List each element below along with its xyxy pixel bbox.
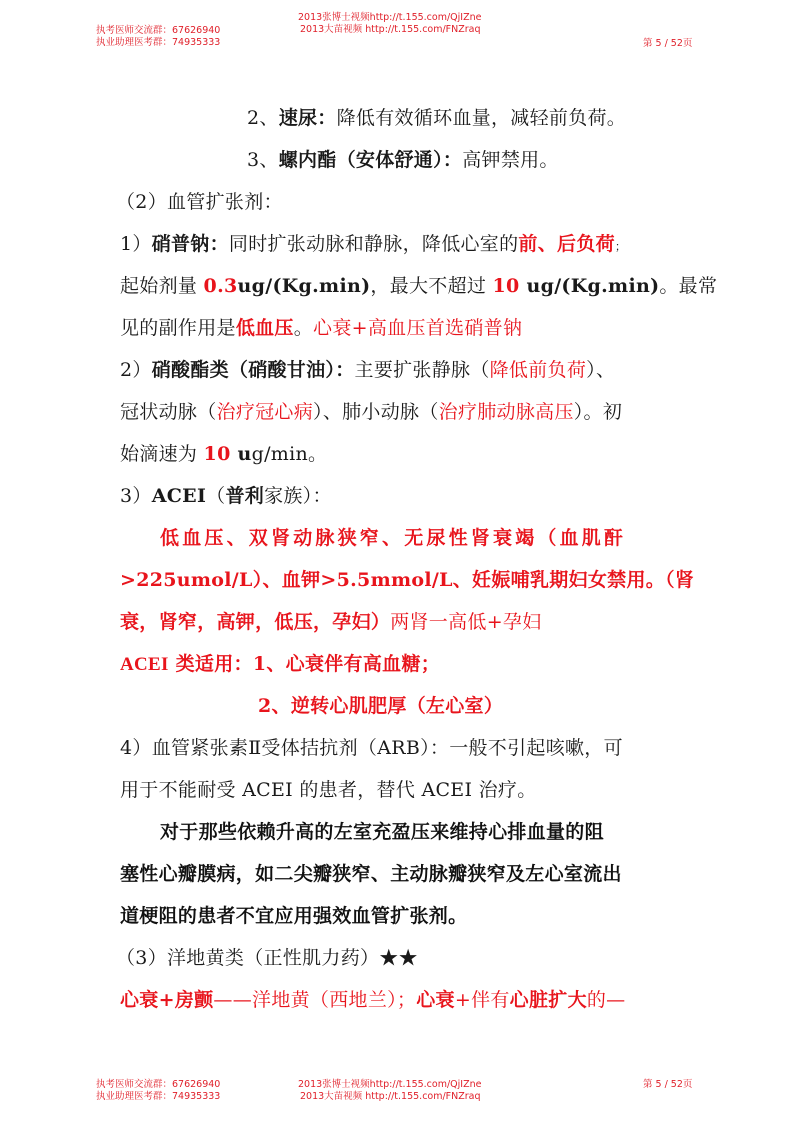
line-caution [160, 820, 604, 844]
highlight: 低血压 [235, 317, 294, 339]
text: 。最常 [659, 275, 718, 297]
dose-unit: ug/(Kg.min) [519, 275, 660, 297]
drug-name: ACEI [120, 654, 169, 675]
drug-name: 普利 [225, 485, 265, 507]
line-nitrates-targets [120, 400, 622, 424]
highlight: 治疗冠心病 [216, 401, 314, 423]
highlight: 治疗肺动脉高压 [438, 401, 574, 423]
footer-group2: 执业助理医考群：74935333 [96, 1091, 221, 1102]
text: 见的副作用是 [120, 317, 236, 339]
mnemonic: 衰，肾窄，高钾，低压，孕妇） [120, 611, 391, 633]
text: 对于那些依赖升高的左室充盈压来维持心排血量的阻 [160, 821, 604, 843]
star-icon: ★★ [379, 947, 418, 969]
drug-name: ACEI [151, 485, 207, 507]
section-heading: （2）血管扩张剂： [116, 191, 283, 213]
section-digitalis [116, 946, 418, 970]
dose-value: 0.3 [203, 275, 238, 297]
text: ，最大不超过 [370, 275, 493, 297]
text: 降低有效循环血量，减轻前负荷。 [336, 107, 627, 129]
text: 冠状动脉（ [120, 401, 217, 423]
text: 2、 [247, 107, 279, 129]
text: （ [206, 485, 226, 507]
line-nitroprusside [120, 232, 626, 259]
text: 起始剂量 [120, 275, 204, 297]
line-arb [120, 736, 623, 760]
dose-value: 10 [492, 275, 520, 297]
header-video-link-1[interactable]: 2013张博士视频http://t.155.com/QjIZne [298, 12, 482, 23]
footer-group1: 执考医师交流群：67626940 [96, 1079, 221, 1090]
line-acei-indications-2 [258, 694, 503, 718]
text: 3） [120, 485, 152, 507]
text: ）。初 [573, 401, 623, 423]
drug-name: 硝酸酯类（硝酸甘油）： [151, 359, 355, 381]
drug-name: 螺内酯（安体舒通）： [278, 149, 463, 171]
highlight: 心衰+高血压首选硝普钠 [313, 317, 523, 339]
text: 2） [120, 359, 152, 381]
footer-page-number: 第 5 / 52页 [643, 1079, 693, 1090]
header-group2: 执业助理医考群：74935333 [96, 37, 221, 48]
text: 高钾禁用。 [462, 149, 559, 171]
header-page-number: 第 5 / 52页 [643, 38, 693, 49]
text: 3、 [247, 149, 279, 171]
text: 塞性心瓣膜病，如二尖瓣狭窄、主动脉瓣狭窄及左心室流出 [120, 863, 622, 885]
dose-unit: ug/(Kg.min) [237, 275, 371, 297]
text: 用于不能耐受 ACEI 的患者，替代 ACEI 治疗。 [120, 779, 537, 801]
line-nitroprusside-side-effect [120, 316, 522, 340]
text: 同时扩张动脉和静脉，降低心室的 [228, 233, 519, 255]
text: 低血压、双肾动脉狭窄、无尿性肾衰竭（血肌酐 [160, 527, 627, 549]
line-digitalis [120, 988, 625, 1012]
section-heading: （3）洋地黄类（正性肌力药） [116, 947, 380, 969]
footer-video-link-1[interactable]: 2013张博士视频http://t.155.com/QjIZne [298, 1079, 482, 1090]
line-nitroprusside-dose [120, 274, 717, 298]
line-acei-indications [120, 652, 440, 677]
line-acei [120, 484, 332, 508]
text: 始滴速为 [120, 443, 204, 465]
line-nitrates-rate [120, 442, 327, 466]
line-diuretic-furosemide [247, 106, 626, 130]
text: ； [614, 240, 627, 253]
mnemonic: 两肾一高低+孕妇 [390, 611, 542, 633]
text: +伴有 [454, 989, 510, 1011]
text: 类适用：1、心衰伴有高血糖； [168, 653, 441, 675]
text: 道梗阻的患者不宜应用强效血管扩张剂。 [120, 905, 468, 927]
line-caution-3 [120, 904, 467, 928]
text: ——洋地黄（西地兰）； [213, 989, 417, 1011]
header-video-link-2[interactable]: 2013大苗视频 http://t.155.com/FNZraq [300, 24, 481, 35]
line-acei-mnemonic [120, 610, 542, 634]
line-arb-2 [120, 778, 537, 802]
highlight: 降低前负荷 [489, 359, 587, 381]
text: 的— [586, 989, 626, 1011]
drug-name: 速尿： [278, 107, 337, 129]
highlight: 心衰 [416, 989, 455, 1011]
text: ）、 [586, 359, 616, 381]
text: 主要扩张静脉（ [354, 359, 490, 381]
text: 。 [293, 317, 314, 339]
text: 2、逆转心肌肥厚（左心室） [258, 695, 504, 717]
text: 4）血管紧张素Ⅱ受体拮抗剂（ARB）：一般不引起咳嗽，可 [120, 737, 623, 759]
dose-value: 10 [203, 443, 231, 465]
highlight: 心衰+房颤 [120, 989, 214, 1011]
highlight: 前、后负荷 [518, 233, 615, 255]
text: 1） [120, 233, 152, 255]
line-nitrates [120, 358, 615, 382]
dose-unit: u [230, 443, 252, 465]
dose-unit: g/min。 [251, 443, 328, 465]
line-spironolactone [247, 148, 559, 172]
highlight: 心脏扩大 [509, 989, 587, 1011]
footer-video-link-2[interactable]: 2013大苗视频 http://t.155.com/FNZraq [300, 1091, 481, 1102]
drug-name: 硝普钠： [151, 233, 229, 255]
line-acei-contraindications [160, 526, 626, 550]
line-caution-2 [120, 862, 622, 886]
text: 家族）： [264, 485, 332, 507]
header-group1: 执考医师交流群：67626940 [96, 25, 221, 36]
line-acei-contraindications-2 [120, 568, 694, 592]
section-vasodilators [116, 190, 283, 214]
text: >225umol/L）、血钾>5.5mmol/L、妊娠哺乳期妇女禁用。（肾 [120, 569, 695, 591]
text: ）、肺小动脉（ [313, 401, 439, 423]
